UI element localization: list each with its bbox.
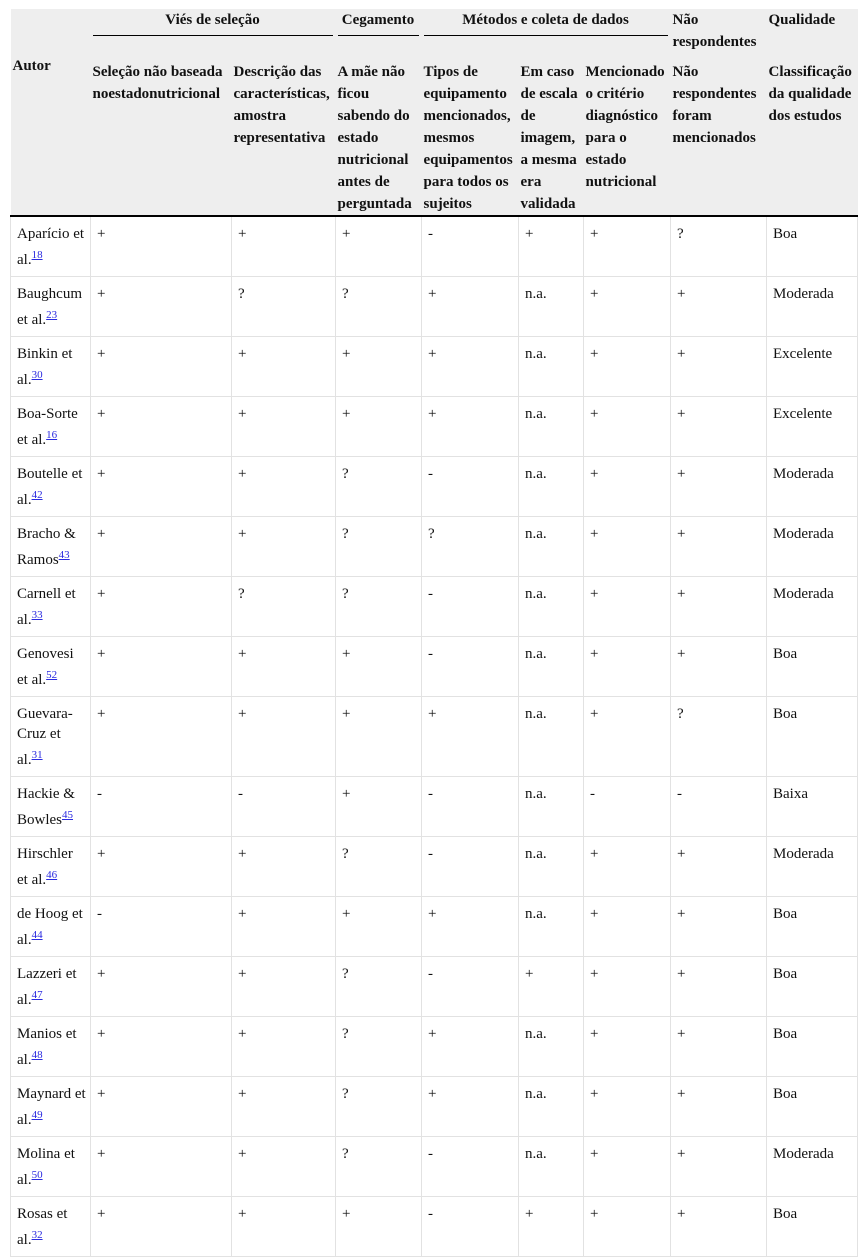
cell-selecao: +: [91, 517, 232, 577]
cell-mencionado: +: [584, 957, 671, 1017]
cell-mencionado: +: [584, 637, 671, 697]
cell-classificacao: Baixa: [767, 777, 858, 837]
table-row: [11, 897, 858, 957]
cell-nao-respondentes: +: [671, 1017, 767, 1077]
cell-descricao: +: [232, 397, 336, 457]
table-row: [11, 397, 858, 457]
cell-escala: n.a.: [519, 1077, 584, 1137]
cell-mae: ?: [336, 1077, 422, 1137]
table-row: [11, 517, 858, 577]
reference-link[interactable]: 31: [31, 749, 43, 761]
cell-autor: [11, 577, 91, 637]
cell-descricao: +: [232, 216, 336, 277]
cell-classificacao: Moderada: [767, 1137, 858, 1197]
header-mencionado: Mencionado o critério diagnóstico para o estado nutricional: [584, 53, 671, 216]
cell-autor: [11, 277, 91, 337]
cell-mencionado: +: [584, 216, 671, 277]
cell-classificacao: Boa: [767, 637, 858, 697]
cell-mencionado: +: [584, 1017, 671, 1077]
cell-selecao: -: [91, 777, 232, 837]
cell-autor: [11, 637, 91, 697]
cell-selecao: -: [91, 897, 232, 957]
cell-classificacao: Boa: [767, 697, 858, 777]
cell-descricao: ?: [232, 277, 336, 337]
cell-autor: [11, 517, 91, 577]
cell-tipos: -: [422, 1197, 519, 1257]
cell-selecao: +: [91, 1077, 232, 1137]
cell-mencionado: -: [584, 777, 671, 837]
table-row: [11, 697, 858, 777]
cell-selecao: +: [91, 1017, 232, 1077]
reference-link[interactable]: 33: [31, 609, 43, 621]
cell-classificacao: Boa: [767, 897, 858, 957]
cell-autor: [11, 697, 91, 777]
table-header: [11, 9, 858, 216]
header-nao-respondentes: Não respondentes foram mencionados: [671, 53, 767, 216]
author-name: Aparício et al.: [17, 226, 85, 268]
cell-nao-respondentes: +: [671, 837, 767, 897]
cell-nao-respondentes: +: [671, 1197, 767, 1257]
cell-nao-respondentes: +: [671, 277, 767, 337]
reference-link[interactable]: 44: [31, 929, 43, 941]
cell-descricao: +: [232, 1017, 336, 1077]
cell-classificacao: Boa: [767, 1197, 858, 1257]
cell-autor: [11, 337, 91, 397]
author-name: Hackie & Bowles: [17, 786, 75, 828]
cell-escala: n.a.: [519, 697, 584, 777]
cell-escala: n.a.: [519, 457, 584, 517]
cell-mae: +: [336, 397, 422, 457]
cell-autor: [11, 897, 91, 957]
cell-tipos: +: [422, 697, 519, 777]
cell-autor: [11, 1017, 91, 1077]
reference-link[interactable]: 50: [31, 1169, 43, 1181]
cell-escala: n.a.: [519, 637, 584, 697]
cell-mencionado: +: [584, 897, 671, 957]
reference-link[interactable]: 23: [46, 309, 58, 321]
cell-descricao: +: [232, 457, 336, 517]
cell-mae: ?: [336, 1017, 422, 1077]
author-name: Boa-Sorte et al.: [17, 406, 78, 448]
reference-link[interactable]: 47: [31, 989, 43, 1001]
header-descricao: Descrição das características, amostra representativa: [232, 53, 336, 216]
table-row: [11, 957, 858, 1017]
cell-mae: ?: [336, 277, 422, 337]
header-classificacao: Classificação da qualidade dos estudos: [767, 53, 858, 216]
reference-link[interactable]: 30: [31, 369, 43, 381]
author-name: Rosas et al.: [17, 1206, 68, 1248]
cell-mencionado: +: [584, 837, 671, 897]
author-name: Genovesi et al.: [17, 646, 74, 688]
cell-escala: n.a.: [519, 337, 584, 397]
cell-autor: [11, 957, 91, 1017]
cell-descricao: +: [232, 837, 336, 897]
cell-selecao: +: [91, 216, 232, 277]
cell-escala: +: [519, 216, 584, 277]
cell-autor: [11, 1077, 91, 1137]
cell-mae: ?: [336, 837, 422, 897]
reference-link[interactable]: 16: [46, 429, 58, 441]
header-group-metodos: Métodos e coleta de dados: [422, 9, 671, 53]
cell-nao-respondentes: ?: [671, 697, 767, 777]
reference-link[interactable]: 32: [31, 1229, 43, 1241]
author-name: Bracho & Ramos: [17, 526, 76, 568]
cell-descricao: +: [232, 897, 336, 957]
cell-autor: [11, 1137, 91, 1197]
cell-descricao: +: [232, 1197, 336, 1257]
cell-tipos: +: [422, 1017, 519, 1077]
cell-tipos: ?: [422, 517, 519, 577]
cell-autor: [11, 457, 91, 517]
cell-mencionado: +: [584, 277, 671, 337]
header-escala: Em caso de escala de imagem, a mesma era validada: [519, 53, 584, 216]
cell-nao-respondentes: +: [671, 637, 767, 697]
cell-tipos: -: [422, 216, 519, 277]
cell-autor: [11, 216, 91, 277]
table-row: [11, 337, 858, 397]
table-row: [11, 637, 858, 697]
cell-mencionado: +: [584, 397, 671, 457]
cell-tipos: -: [422, 637, 519, 697]
cell-nao-respondentes: +: [671, 577, 767, 637]
cell-tipos: -: [422, 837, 519, 897]
header-mae: A mãe não ficou sabendo do estado nutricional antes de perguntada: [336, 53, 422, 216]
cell-mae: ?: [336, 1137, 422, 1197]
cell-tipos: +: [422, 337, 519, 397]
cell-mae: +: [336, 637, 422, 697]
cell-classificacao: Boa: [767, 1077, 858, 1137]
cell-autor: [11, 1197, 91, 1257]
table-row: [11, 1197, 858, 1257]
cell-nao-respondentes: +: [671, 957, 767, 1017]
cell-classificacao: Moderada: [767, 837, 858, 897]
cell-classificacao: Boa: [767, 957, 858, 1017]
cell-nao-respondentes: +: [671, 1137, 767, 1197]
table-row: [11, 1017, 858, 1077]
cell-tipos: +: [422, 397, 519, 457]
header-autor: Autor: [11, 9, 91, 216]
cell-mae: +: [336, 1197, 422, 1257]
cell-escala: n.a.: [519, 577, 584, 637]
cell-mae: ?: [336, 577, 422, 637]
cell-selecao: +: [91, 1197, 232, 1257]
cell-escala: +: [519, 957, 584, 1017]
cell-nao-respondentes: +: [671, 517, 767, 577]
cell-mencionado: +: [584, 1197, 671, 1257]
cell-tipos: -: [422, 1137, 519, 1197]
cell-tipos: +: [422, 897, 519, 957]
cell-selecao: +: [91, 277, 232, 337]
cell-descricao: +: [232, 1077, 336, 1137]
header-group-cegamento: Cegamento: [336, 9, 422, 53]
cell-escala: n.a.: [519, 777, 584, 837]
cell-descricao: +: [232, 697, 336, 777]
cell-selecao: +: [91, 337, 232, 397]
cell-selecao: +: [91, 697, 232, 777]
cell-selecao: +: [91, 397, 232, 457]
cell-escala: n.a.: [519, 1137, 584, 1197]
cell-descricao: ?: [232, 577, 336, 637]
cell-classificacao: Boa: [767, 1017, 858, 1077]
header-tipos: Tipos de equipamento mencionados, mesmos equipamentos para todos os sujeitos: [422, 53, 519, 216]
cell-descricao: +: [232, 337, 336, 397]
reference-link[interactable]: 48: [31, 1049, 43, 1061]
cell-selecao: +: [91, 957, 232, 1017]
cell-mae: +: [336, 777, 422, 837]
cell-mae: +: [336, 216, 422, 277]
author-name: Binkin et al.: [17, 346, 73, 388]
cell-classificacao: Excelente: [767, 397, 858, 457]
reference-link[interactable]: 45: [62, 809, 73, 821]
reference-link[interactable]: 43: [58, 549, 70, 561]
author-name: Maynard et al.: [17, 1086, 86, 1128]
reference-link[interactable]: 46: [46, 869, 58, 881]
cell-classificacao: Boa: [767, 216, 858, 277]
cell-tipos: -: [422, 777, 519, 837]
cell-classificacao: Excelente: [767, 337, 858, 397]
author-name: Carnell et al.: [17, 586, 76, 628]
cell-nao-respondentes: ?: [671, 216, 767, 277]
table-row: [11, 277, 858, 337]
cell-classificacao: Moderada: [767, 577, 858, 637]
cell-descricao: +: [232, 517, 336, 577]
cell-mencionado: +: [584, 337, 671, 397]
header-selecao: Seleção não baseada noestadonutricional: [91, 53, 232, 216]
cell-mae: ?: [336, 957, 422, 1017]
cell-escala: n.a.: [519, 277, 584, 337]
author-name: Manios et al.: [17, 1026, 77, 1068]
header-group-qualidade: Qualidade: [767, 9, 858, 53]
table-row: [11, 1137, 858, 1197]
cell-mae: +: [336, 897, 422, 957]
cell-tipos: -: [422, 577, 519, 637]
cell-mae: ?: [336, 517, 422, 577]
cell-escala: n.a.: [519, 897, 584, 957]
cell-mencionado: +: [584, 1137, 671, 1197]
cell-nao-respondentes: +: [671, 897, 767, 957]
cell-classificacao: Moderada: [767, 517, 858, 577]
reference-link[interactable]: 18: [31, 249, 43, 261]
cell-descricao: -: [232, 777, 336, 837]
cell-descricao: +: [232, 957, 336, 1017]
cell-mae: +: [336, 337, 422, 397]
author-name: Boutelle et al.: [17, 466, 83, 508]
author-name: de Hoog et al.: [17, 906, 83, 948]
cell-nao-respondentes: +: [671, 457, 767, 517]
cell-mae: ?: [336, 457, 422, 517]
cell-tipos: -: [422, 457, 519, 517]
table-row: [11, 777, 858, 837]
reference-link[interactable]: 42: [31, 489, 43, 501]
cell-mencionado: +: [584, 517, 671, 577]
cell-selecao: +: [91, 577, 232, 637]
reference-link[interactable]: 49: [31, 1109, 43, 1121]
cell-mae: +: [336, 697, 422, 777]
cell-escala: +: [519, 1197, 584, 1257]
table-body: [11, 216, 858, 1257]
cell-autor: [11, 777, 91, 837]
cell-mencionado: +: [584, 1077, 671, 1137]
header-group-nao-respondentes: Não respondentes: [671, 9, 767, 53]
cell-mencionado: +: [584, 457, 671, 517]
cell-autor: [11, 397, 91, 457]
cell-nao-respondentes: +: [671, 337, 767, 397]
cell-escala: n.a.: [519, 837, 584, 897]
cell-classificacao: Moderada: [767, 457, 858, 517]
cell-descricao: +: [232, 637, 336, 697]
cell-nao-respondentes: +: [671, 397, 767, 457]
cell-descricao: +: [232, 1137, 336, 1197]
cell-selecao: +: [91, 637, 232, 697]
quality-table: [10, 9, 858, 1257]
author-name: Baughcum et al.: [17, 286, 82, 328]
cell-selecao: +: [91, 1137, 232, 1197]
table-row: [11, 577, 858, 637]
cell-escala: n.a.: [519, 517, 584, 577]
table-row: [11, 1077, 858, 1137]
table-row: [11, 216, 858, 277]
cell-tipos: +: [422, 277, 519, 337]
cell-mencionado: +: [584, 697, 671, 777]
cell-tipos: -: [422, 957, 519, 1017]
cell-mencionado: +: [584, 577, 671, 637]
reference-link[interactable]: 52: [46, 669, 58, 681]
author-name: Guevara-Cruz et al.: [17, 706, 73, 768]
cell-nao-respondentes: -: [671, 777, 767, 837]
cell-escala: n.a.: [519, 1017, 584, 1077]
cell-autor: [11, 837, 91, 897]
author-name: Hirschler et al.: [17, 846, 73, 888]
header-group-vies: Viés de seleção: [91, 9, 336, 53]
table-row: [11, 457, 858, 517]
cell-tipos: +: [422, 1077, 519, 1137]
author-name: Molina et al.: [17, 1146, 75, 1188]
table-row: [11, 837, 858, 897]
cell-selecao: +: [91, 457, 232, 517]
cell-nao-respondentes: +: [671, 1077, 767, 1137]
cell-selecao: +: [91, 837, 232, 897]
author-name: Lazzeri et al.: [17, 966, 77, 1008]
cell-classificacao: Moderada: [767, 277, 858, 337]
cell-escala: n.a.: [519, 397, 584, 457]
